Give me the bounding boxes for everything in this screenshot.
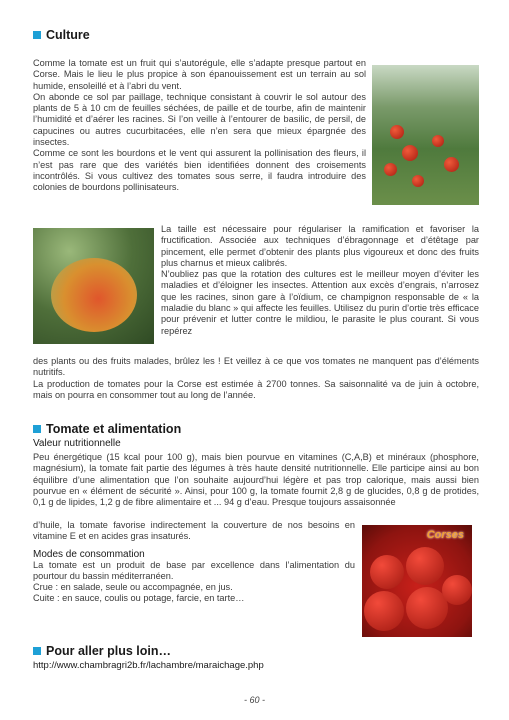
paragraph: des plants ou des fruits malades, brûlez les ! Et veillez à ce que vos tomates ne manquent pas d’éléments nutritifs. [33,356,479,378]
paragraph: On abonde ce sol par paillage, technique consistant à couvrir le sol autour des plants de 5 à 10 cm de feuilles séchées, de paille et de tourbe, afin de maintenir l’humidité et d’aérer les racines. Si l’on veille à l’entourer de basilic, de persil, de capucines ou autres cucurbitacées, elle n’en sera que mieux épargnée des insectes. [33,91,366,148]
subheading-nutrition: Valeur nutritionnelle [33,438,121,449]
bullet-square-icon [33,425,41,433]
paragraph: d’huile, la tomate favorise indirectement la couverture de nos besoins en vitamine E et en acides gras insaturés. [33,520,355,542]
reference-link[interactable]: http://www.chambragri2b.fr/lachambre/maraichage.php [33,660,264,671]
section-heading-culture: Culture [33,28,90,42]
paragraph: Comme ce sont les bourdons et le vent qui assurent la pollinisation des fleurs, il n’est pas rare que des variétés bien identifiées donnent des croisements incontrôlés. Si vous cultivez des tomates sous serre, il faudra introduire des colonies de bourdons pollinisateurs. [33,148,366,193]
paragraph: Cuite : en sauce, coulis ou potage, farcie, en tarte… [33,593,245,604]
paragraph: La production de tomates pour la Corse est estimée à 2700 tonnes. Sa saisonnalité va de juin à octobre, mais on pourra en consommer tout au long de l’année. [33,378,479,400]
culture-text-bottom [33,356,479,401]
section-heading-plus-loin: Pour aller plus loin… [33,644,171,658]
bullet-square-icon [33,31,41,39]
paragraph: La tomate est un produit de base par excellence dans l’alimentation du pourtour du bassin méditerranéen. [33,559,355,581]
subheading-consumption: Modes de consommation [33,548,145,560]
culture-text-top [33,58,366,194]
bullet-square-icon [33,647,41,655]
culture-text-middle [161,224,479,337]
tomatoes-corses-photo [362,525,472,637]
greenhouse-tomatoes-photo [372,65,479,205]
paragraph: La taille est nécessaire pour régulariser la ramification et favoriser la fructification. Associée aux techniques d’ébragonnage et d’étêtage par pincement, elle permet d’obtenir des plants plus vigoureux et donc des fruits plus charnus et mieux calibrés. [161,224,479,268]
alimentation-text-lower [33,520,355,605]
tomato-photo [33,228,154,344]
paragraph: Comme la tomate est un fruit qui s’autorégule, elle s’adapte presque partout en Corse. Mais le lieu le plus propice à son épanouissement est un terrain au sol humide, ensoleillé et à l’abri du vent. [33,58,366,91]
paragraph: Crue : en salade, seule ou accompagnée, en jus. [33,582,233,593]
paragraph: Peu énergétique (15 kcal pour 100 g), mais bien pourvue en vitamines (C,A,B) et minéraux (phosphore, magnésium), la tomate fait partie des légumes à très haute densité nutritionnelle. Elle participe ainsi au bon équilibre d’une alimentation que l’on souhaite aujourd’hui légère et pas trop calorique, mais aussi bien pourvue en « élément de sécurité ». Ainsi, pour 100 g, la tomate fournit 2,8 g de glucides, 0,8 g de protides, 0,1 g de lipides, 1,2 g de fibre alimentaire et ... 94 g d’eau. Presque toujours assaisonnée [33,452,479,508]
paragraph: N’oubliez pas que la rotation des cultures est le meilleur moyen d’éviter les maladies et d’éloigner les insectes. Attention aux excès d’engrais, n’arrosez que les racines, sinon gare à l’oïdium, ce champignon responsable de « la maladie du blanc » qui affecte les feuilles. Utilisez du purin d’ortie très efficace pour prévenir et lutter contre le mildiou, le parasite le plus courant. Si vous repérez [161,269,479,336]
corses-logo: Corses [426,529,464,541]
page-number: - 60 - [243,695,265,705]
section-heading-alimentation: Tomate et alimentation [33,422,181,436]
